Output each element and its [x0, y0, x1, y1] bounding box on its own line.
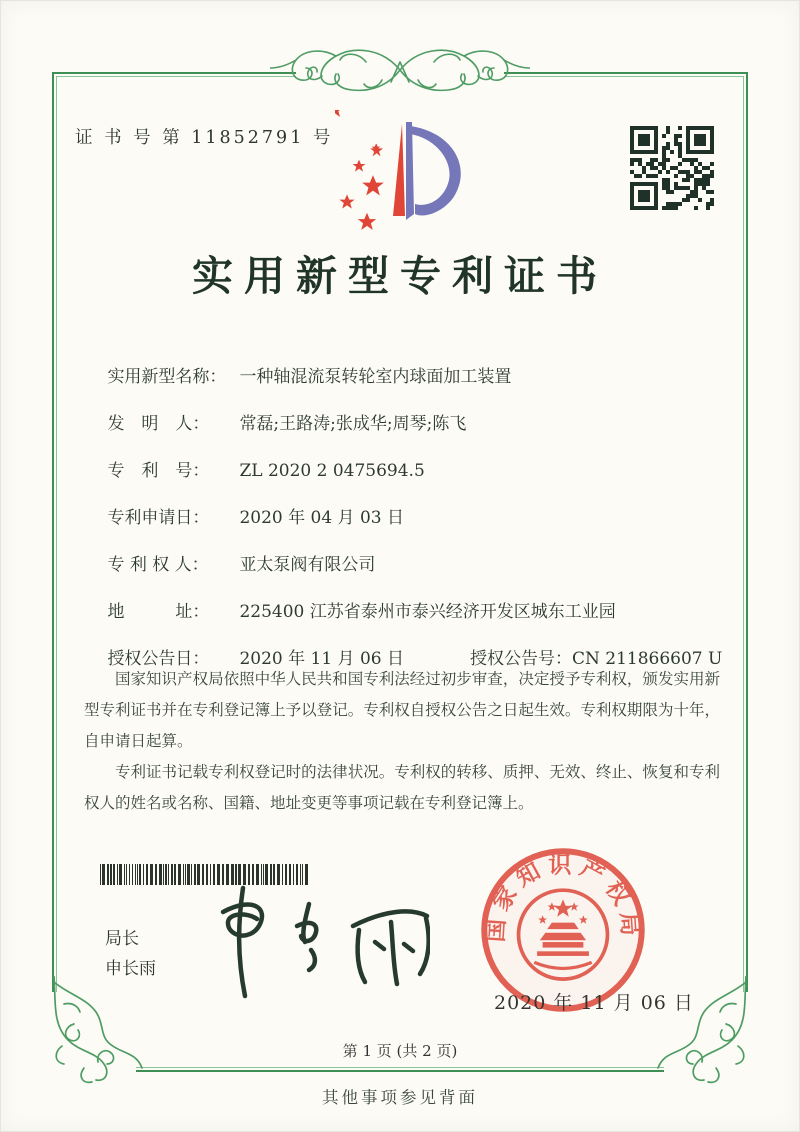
field-value: 常磊;王路涛;张成华;周琴;陈飞 [239, 414, 467, 434]
field-label: 专利申请日： [107, 508, 210, 528]
field-filing-date [75, 488, 735, 528]
field-patentee [75, 535, 735, 575]
bottom-left-flourish-icon [28, 976, 146, 1094]
field-label: 授权公告日： [107, 649, 210, 669]
field-label: 地 址： [107, 602, 210, 622]
field-label: 专 利 权 人： [107, 555, 209, 575]
top-center-flourish-icon [270, 40, 530, 98]
certificate-number: 证 书 号 第 11852791 号 [75, 128, 334, 148]
cnipa-logo-icon [335, 110, 485, 242]
director-block [105, 924, 156, 984]
field-inventors [75, 394, 735, 434]
field-label: 专 利 号： [107, 461, 210, 481]
field-grant-date-and-number [75, 629, 735, 669]
certificate-fields [75, 347, 735, 676]
field-value: 225400 江苏省泰州市泰兴经济开发区城东工业园 [239, 602, 616, 622]
seal-text: 国家知识产权局 [481, 851, 645, 944]
field-value: 亚太泵阀有限公司 [239, 555, 376, 575]
director-title: 局长 [105, 929, 139, 949]
field-value: 2020 年 04 月 03 日 [239, 508, 404, 528]
field-value-grant-number: CN 211866607 U [571, 649, 723, 669]
qr-code-icon [630, 126, 714, 214]
director-name: 申长雨 [105, 959, 156, 979]
field-value: 一种轴混流泵转轮室内球面加工装置 [239, 367, 512, 387]
page-number: 第 1 页 (共 2 页) [342, 1042, 458, 1060]
field-utility-model-name [75, 347, 735, 387]
field-label: 发 明 人： [107, 414, 210, 434]
legal-paragraph-1: 国家知识产权局依照中华人民共和国专利法经过初步审查，决定授予专利权，颁发实用新型专利证书并在专利登记簿上予以登记。专利权自授权公告之日起生效。专利权期限为十年，自申请日起算。 [84, 670, 720, 750]
legal-paragraph-2: 专利证书记载专利权登记时的法律状况。专利权的转移、质押、无效、终止、恢复和专利权人的姓名或名称、国籍、地址变更等事项记载在专利登记簿上。 [84, 763, 720, 812]
handwritten-signature-icon [205, 882, 430, 1004]
back-side-note: 其他事项参见背面 [322, 1088, 478, 1107]
legal-text-block [84, 664, 720, 819]
seal-date: 2020 年 11 月 06 日 [494, 992, 694, 1014]
field-value: 2020 年 11 月 06 日 [239, 649, 404, 669]
field-label: 实用新型名称： [107, 367, 227, 387]
field-value: ZL 2020 2 0475694.5 [239, 461, 425, 481]
field-address [75, 582, 735, 622]
field-label-grant-number: 授权公告号： [469, 649, 572, 669]
field-patent-number [75, 441, 735, 481]
certificate-title: 实用新型专利证书 [192, 252, 608, 300]
